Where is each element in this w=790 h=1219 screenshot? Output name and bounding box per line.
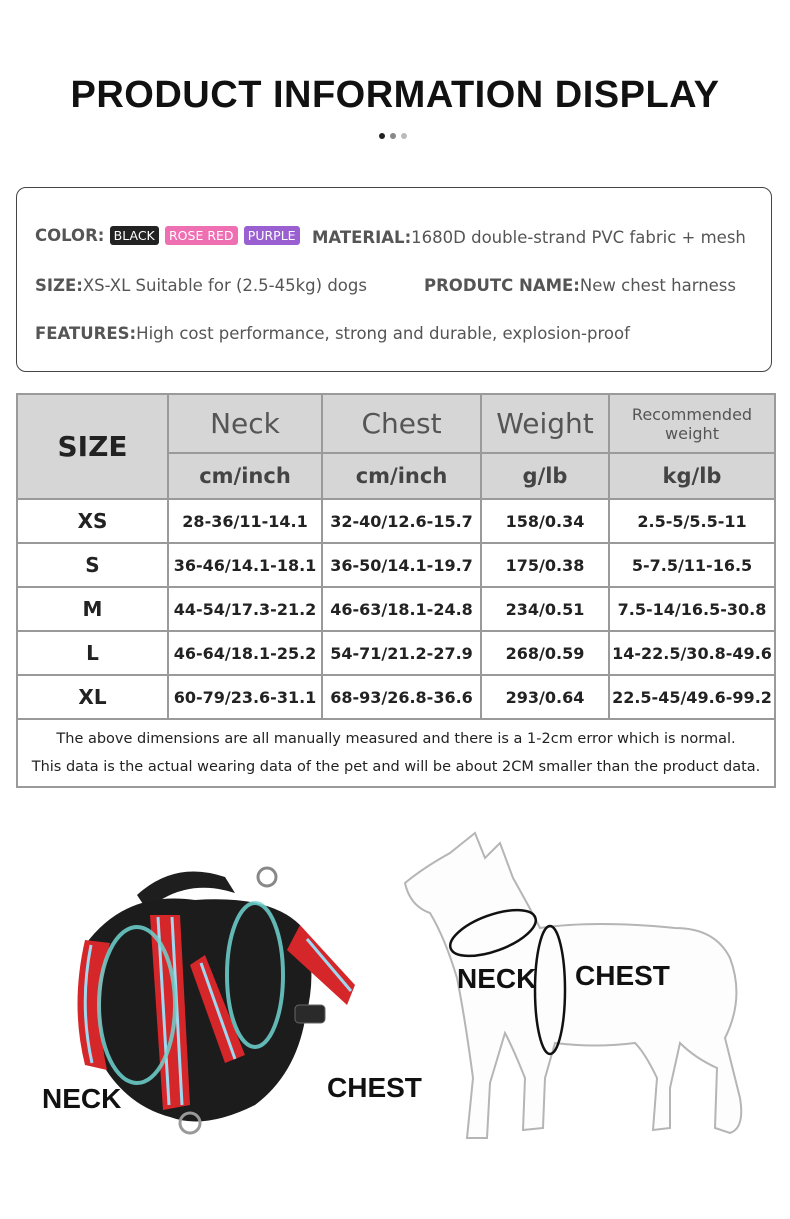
- weight-cell: 175/0.38: [481, 543, 609, 587]
- neck-cell: 28-36/11-14.1: [168, 499, 322, 543]
- size-label: SIZE:: [35, 276, 83, 295]
- features-line: [35, 324, 630, 343]
- weight-cell: 234/0.51: [481, 587, 609, 631]
- product-info-box: [16, 187, 772, 372]
- chest-header: Chest: [322, 394, 481, 453]
- weight-cell: 158/0.34: [481, 499, 609, 543]
- chest-cell: 54-71/21.2-27.9: [322, 631, 481, 675]
- chest-cell: 46-63/18.1-24.8: [322, 587, 481, 631]
- recommended-weight-header: Recommended weight: [609, 394, 775, 453]
- neck-cell: 36-46/14.1-18.1: [168, 543, 322, 587]
- recommended-weight-cell: 2.5-5/5.5-11: [609, 499, 775, 543]
- features-label: FEATURES:: [35, 324, 137, 343]
- chest-cell: 32-40/12.6-15.7: [322, 499, 481, 543]
- product-name-value: New chest harness: [579, 276, 736, 295]
- weight-header: Weight: [481, 394, 609, 453]
- dot: [390, 133, 396, 139]
- weight-cell: 268/0.59: [481, 631, 609, 675]
- neck-header: Neck: [168, 394, 322, 453]
- size-cell: XL: [17, 675, 168, 719]
- neck-cell: 46-64/18.1-25.2: [168, 631, 322, 675]
- recommended-weight-cell: 22.5-45/49.6-99.2: [609, 675, 775, 719]
- chest-unit: cm/inch: [322, 453, 481, 499]
- weight-unit: g/lb: [481, 453, 609, 499]
- material-label: MATERIAL:: [312, 228, 412, 247]
- recommended-weight-cell: 14-22.5/30.8-49.6: [609, 631, 775, 675]
- material-value: 1680D double-strand PVC fabric + mesh: [411, 228, 746, 247]
- table-note-row: [17, 719, 775, 787]
- note-line-1: The above dimensions are all manually measured and there is a 1-2cm error which is normal.: [56, 731, 736, 747]
- pagination-dots: [379, 133, 413, 141]
- harness-neck-label: NECK: [42, 1083, 122, 1114]
- dog-silhouette: [405, 833, 741, 1138]
- d-ring-icon: [258, 868, 276, 886]
- page-title: PRODUCT INFORMATION DISPLAY: [70, 74, 720, 116]
- size-value: XS-XL Suitable for (2.5-45kg) dogs: [82, 276, 367, 295]
- measurement-note: [17, 719, 775, 787]
- size-cell: L: [17, 631, 168, 675]
- recommended-weight-unit: kg/lb: [609, 453, 775, 499]
- dot-active: [379, 133, 385, 139]
- recommended-weight-cell: 5-7.5/11-16.5: [609, 543, 775, 587]
- color-swatch-rose-red: ROSE RED: [165, 226, 238, 245]
- size-cell: XS: [17, 499, 168, 543]
- dot: [401, 133, 407, 139]
- size-cell: S: [17, 543, 168, 587]
- chest-cell: 68-93/26.8-36.6: [322, 675, 481, 719]
- neck-cell: 60-79/23.6-31.1: [168, 675, 322, 719]
- color-swatch-purple: PURPLE: [244, 226, 300, 245]
- dog-chest-label: CHEST: [575, 960, 670, 991]
- weight-cell: 293/0.64: [481, 675, 609, 719]
- color-swatch-black: BLACK: [110, 226, 159, 245]
- table-row: [17, 675, 775, 719]
- recommended-weight-cell: 7.5-14/16.5-30.8: [609, 587, 775, 631]
- neck-unit: cm/inch: [168, 453, 322, 499]
- product-name-label: PRODUTC NAME:: [424, 276, 580, 295]
- dog-neck-label: NECK: [457, 963, 537, 994]
- size-chart-table: [16, 393, 776, 788]
- size-header: SIZE: [17, 394, 168, 499]
- buckle-icon: [295, 1005, 325, 1023]
- table-row: [17, 587, 775, 631]
- chest-cell: 36-50/14.1-19.7: [322, 543, 481, 587]
- table-row: [17, 631, 775, 675]
- table-header-row: [17, 394, 775, 453]
- size-cell: M: [17, 587, 168, 631]
- product-name-line: [424, 276, 736, 295]
- size-line: [35, 276, 367, 295]
- features-value: High cost performance, strong and durable, explosion-proof: [136, 324, 630, 343]
- color-label: COLOR:: [35, 226, 105, 245]
- material-line: [312, 228, 746, 247]
- harness-chest-label: CHEST: [327, 1072, 422, 1103]
- table-row: [17, 543, 775, 587]
- neck-cell: 44-54/17.3-21.2: [168, 587, 322, 631]
- table-row: [17, 499, 775, 543]
- color-line: [35, 226, 301, 245]
- note-line-2: This data is the actual wearing data of the pet and will be about 2CM smaller than the product data.: [31, 759, 761, 775]
